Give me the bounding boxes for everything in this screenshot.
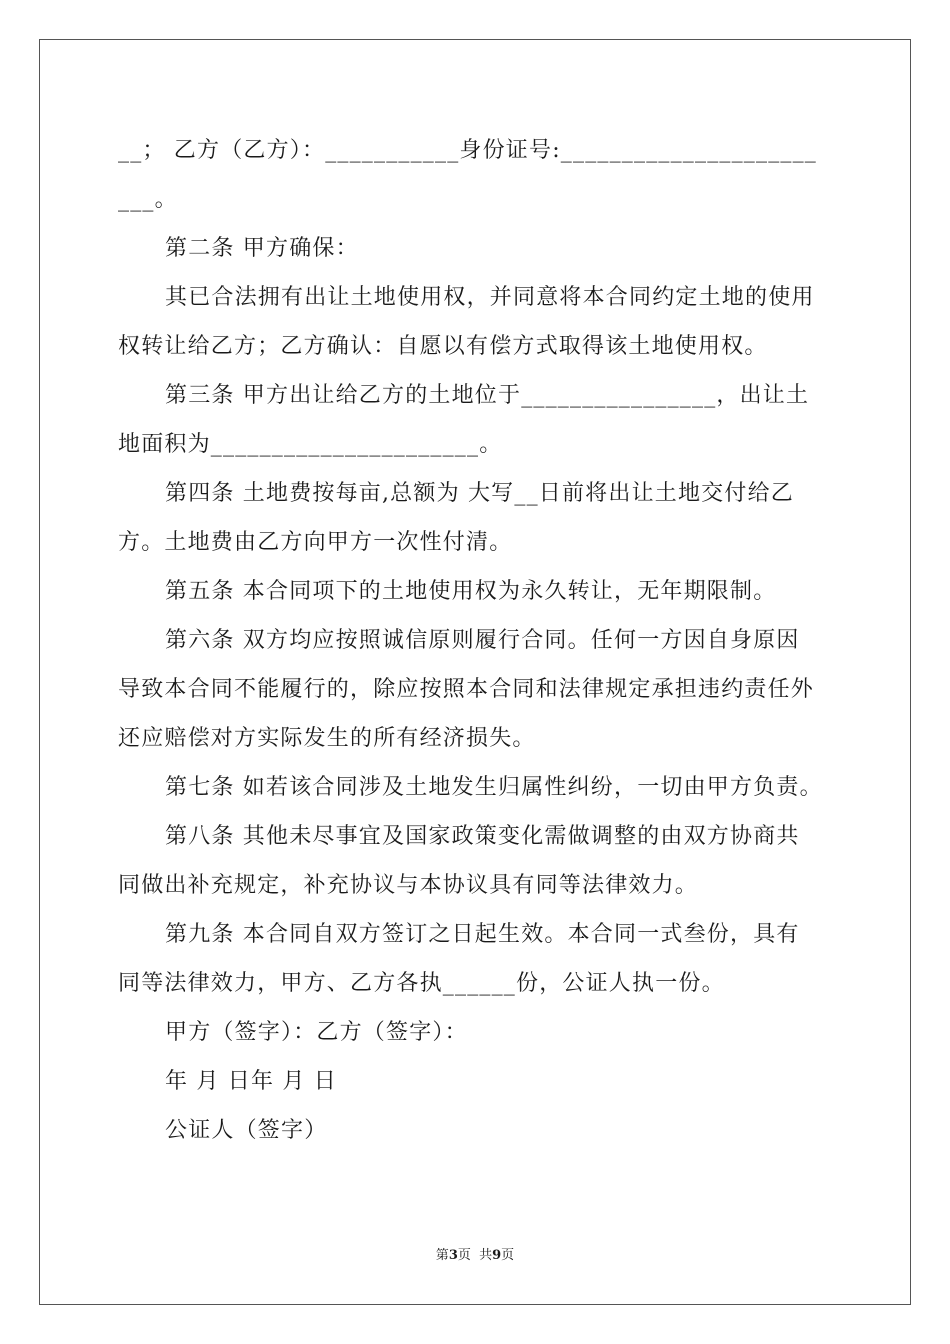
text-line: 同做出补充规定，补充协议与本协议具有同等法律效力。 — [118, 873, 699, 898]
text-line: 权转让给乙方；乙方确认：自愿以有偿方式取得该土地使用权。 — [118, 334, 768, 359]
article-8: 第八条 其他未尽事宜及国家政策变化需做调整的由双方协商共 — [165, 824, 800, 849]
text-line: 方。土地费由乙方向甲方一次性付清。 — [118, 530, 513, 555]
text-line: 同等法律效力，甲方、乙方各执______份，公证人执一份。 — [118, 971, 725, 996]
text-line: __； 乙方（乙方）：___________身份证号:_____________________ — [118, 138, 818, 163]
article-9: 第九条 本合同自双方签订之日起生效。本合同一式叁份，具有 — [165, 922, 800, 947]
article-5: 第五条 本合同项下的土地使用权为永久转让，无年期限制。 — [165, 579, 777, 604]
date-line: 年 月 日年 月 日 — [165, 1069, 337, 1094]
page-number-footer — [0, 1248, 950, 1264]
page-prefix: 第 — [435, 1248, 449, 1263]
article-2-heading: 第二条 甲方确保： — [165, 236, 359, 261]
article-4: 第四条 土地费按每亩,总额为 大写__日前将出让土地交付给乙 — [165, 481, 794, 506]
text-line: ___。 — [118, 187, 178, 212]
page-current: 3 — [448, 1248, 458, 1263]
page-mid: 页 共 — [457, 1248, 493, 1263]
text-line: 地面积为______________________。 — [118, 432, 503, 457]
text-line: 还应赔偿对方实际发生的所有经济损失。 — [118, 726, 536, 751]
notary-signature-line: 公证人（签字） — [165, 1118, 328, 1143]
article-6: 第六条 双方均应按照诚信原则履行合同。任何一方因自身原因 — [165, 628, 800, 653]
page-suffix: 页 — [501, 1248, 515, 1263]
text-line: 导致本合同不能履行的，除应按照本合同和法律规定承担违约责任外 — [118, 677, 815, 702]
signature-line: 甲方（签字）：乙方（签字）： — [165, 1020, 468, 1045]
document-body — [118, 126, 834, 1155]
page-total: 9 — [492, 1248, 502, 1263]
text-line: 其已合法拥有出让土地使用权，并同意将本合同约定土地的使用 — [165, 285, 815, 310]
article-3: 第三条 甲方出让给乙方的土地位于________________，出让土 — [165, 383, 810, 408]
article-7: 第七条 如若该合同涉及土地发生归属性纠纷，一切由甲方负责。 — [165, 775, 823, 800]
